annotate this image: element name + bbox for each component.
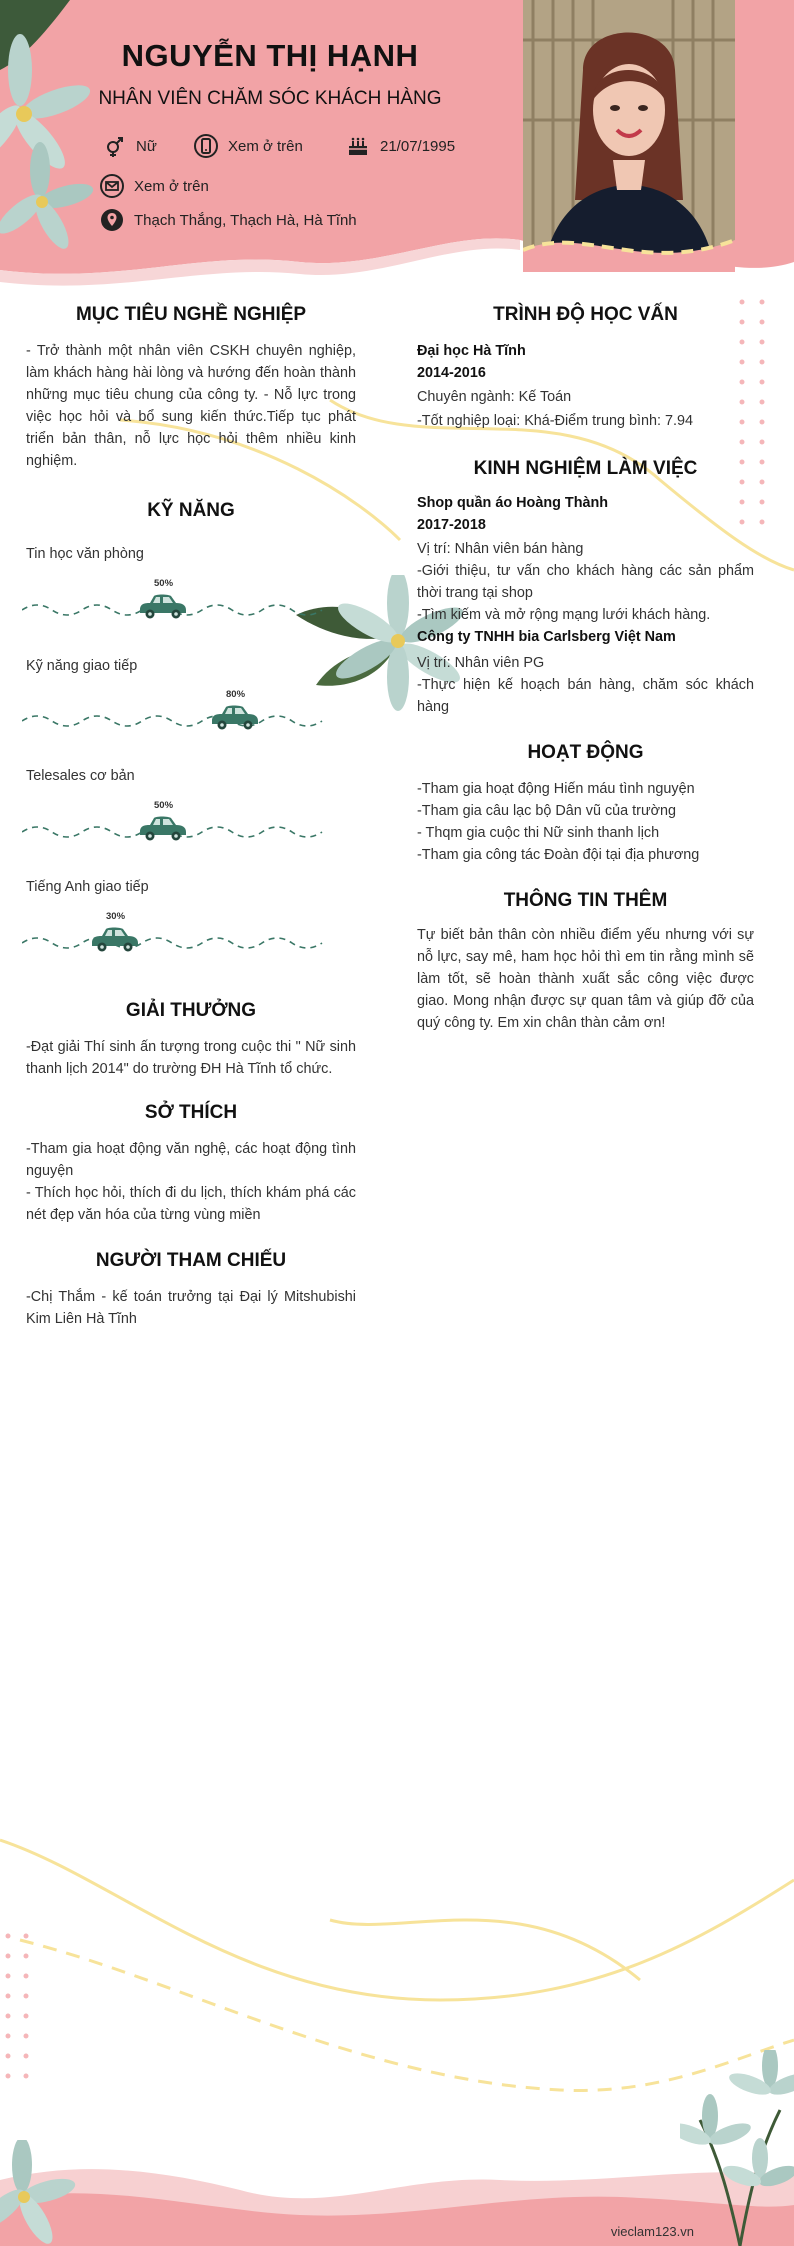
skill-track: [22, 716, 322, 726]
phone-icon: [194, 134, 218, 158]
job-period: 2017-2018: [417, 517, 486, 533]
activity-line: -Tham gia câu lạc bộ Dân vũ của trường: [417, 803, 677, 819]
awards-text: -Đạt giải Thí sinh ấn tượng trong cuộc thi " Nữ sinh thanh lịch 2014" do trường ĐH Hà Tĩnh tổ chức.: [26, 1039, 356, 1077]
education-major: Chuyên ngành: Kế Toán: [417, 389, 572, 405]
job-position: Vị trí: Nhân viên bán hàng: [417, 541, 584, 557]
objective-title: MỤC TIÊU NGHỀ NGHIỆP: [75, 304, 307, 325]
hobbies-title: SỞ THÍCH: [144, 1102, 238, 1123]
skill-car-marker: [140, 817, 186, 841]
job-description: -Tìm kiếm và mở rộng mạng lưới khách hàng.: [417, 607, 711, 623]
address-text: Thạch Thắng, Thạch Hà, Hà Tĩnh: [134, 211, 357, 229]
gender-icon: [102, 134, 126, 158]
phone-text: Xem ở trên: [228, 137, 303, 155]
education-period: 2014-2016: [417, 365, 486, 381]
objective-text: - Trở thành một nhân viên CSKH chuyên nghiệp, làm khách hàng hài lòng và hướng đến hoàn thành những mục tiêu chung của công ty. - Nỗ lực trong việc học hỏi và bổ sung kiến thức.Tiếp tục phát triển bản thân, nỗ lực học hỏi thêm nhiều kinh nghiệm.: [26, 343, 356, 469]
location-pin-icon: [100, 208, 124, 232]
additional-info-text: Tự biết bản thân còn nhiều điểm yếu nhưng với sự nỗ lực, say mê, ham học hỏi thì em tin rằng mình sẽ làm tốt, sẽ hoàn thành xuất sắc công việc được giao. Mong nhận được sự quan tâm và giúp đỡ của quý công ty. Em xin chân thàn cảm ơn!: [417, 927, 754, 1031]
skill-car-marker: [140, 595, 186, 619]
phone-info: [194, 134, 303, 158]
flower-decoration-bottom-right: [680, 2050, 794, 2246]
email-info: [100, 174, 209, 198]
email-text: Xem ở trên: [134, 177, 209, 195]
additional-info-title: THÔNG TIN THÊM: [503, 890, 668, 911]
skill-percent-label: 80%: [226, 689, 246, 700]
activities-title: HOẠT ĐỘNG: [527, 742, 644, 763]
job-company: Công ty TNHH bia Carlsberg Việt Nam: [417, 629, 676, 645]
flower-decoration-bottom-left: [0, 2140, 80, 2246]
job-description: -Thực hiện kế hoạch bán hàng, chăm sóc khách hàng: [417, 677, 754, 715]
skill-percent-label: 50%: [154, 800, 174, 811]
profile-photo: [523, 0, 735, 272]
skill-track: [22, 938, 322, 948]
education-grade: -Tốt nghiệp loại: Khá-Điểm trung bình: 7.94: [417, 413, 693, 429]
skill-percent-label: 30%: [106, 911, 126, 922]
address-info: [100, 208, 357, 232]
footer-site: vieclam123.vn: [610, 2224, 694, 2239]
awards-title: GIẢI THƯỞNG: [125, 1000, 257, 1021]
skill-label: Tin học văn phòng: [26, 546, 144, 562]
education-title: TRÌNH ĐỘ HỌC VẤN: [493, 304, 678, 325]
job-description: -Giới thiệu, tư vấn cho khách hàng các sản phẩm thời trang tại shop: [417, 563, 754, 601]
job-company: Shop quần áo Hoàng Thành: [417, 495, 609, 511]
skills-title: KỸ NĂNG: [147, 500, 235, 521]
job-title: NHÂN VIÊN CHĂM SÓC KHÁCH HÀNG: [98, 88, 442, 109]
skill-label: Telesales cơ bản: [26, 768, 135, 784]
birthday-info: [346, 134, 455, 158]
skill-percent-label: 50%: [154, 578, 174, 589]
job-position: Vị trí: Nhân viên PG: [417, 655, 545, 671]
candidate-name: NGUYỄN THỊ HẠNH: [121, 38, 419, 73]
skill-car-marker: [92, 928, 138, 952]
activity-line: -Tham gia hoạt động Hiến máu tình nguyện: [417, 781, 695, 797]
references-text: -Chị Thắm - kế toán trưởng tại Đại lý Mitshubishi Kim Liên Hà Tĩnh: [26, 1289, 356, 1327]
cake-icon: [346, 134, 370, 158]
birthday-text: 21/07/1995: [380, 137, 456, 155]
references-title: NGƯỜI THAM CHIẾU: [95, 1250, 287, 1271]
skill-car-marker: [212, 706, 258, 730]
gender-info: [102, 134, 157, 158]
skill-label: Kỹ năng giao tiếp: [26, 658, 138, 674]
activity-line: - Thqm gia cuộc thi Nữ sinh thanh lịch: [417, 825, 660, 841]
hobbies-line: - Thích học hỏi, thích đi du lịch, thích khám phá các nét đẹp văn hóa của từng vùng miền: [26, 1185, 356, 1223]
experience-title: KINH NGHIỆM LÀM VIỆC: [473, 458, 698, 479]
gender-text: Nữ: [136, 137, 157, 155]
education-school: Đại học Hà Tĩnh: [417, 343, 526, 359]
flower-decoration-top-left: [0, 0, 100, 260]
skill-label: Tiếng Anh giao tiếp: [26, 879, 149, 895]
skill-level-tracks: [22, 570, 332, 980]
hobbies-line: -Tham gia hoạt động văn nghệ, các hoạt động tình nguyện: [26, 1141, 356, 1179]
email-icon: [100, 174, 124, 198]
activity-line: -Tham gia công tác Đoàn đội tại địa phương: [417, 847, 700, 863]
